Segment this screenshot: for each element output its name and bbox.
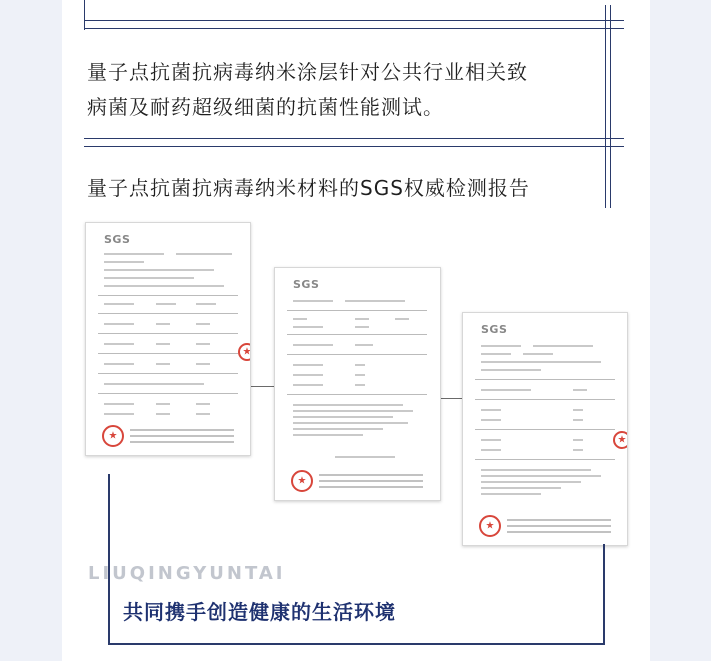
connector-line-1 <box>250 386 274 387</box>
frame-line-top-2 <box>84 28 624 29</box>
red-seal-icon <box>479 515 501 537</box>
test-description <box>87 55 597 125</box>
sgs-logo: SGS <box>481 323 508 336</box>
frame-line-top-1 <box>84 20 624 21</box>
sgs-logo: SGS <box>293 278 320 291</box>
sgs-logo: SGS <box>104 233 131 246</box>
frame-line-right-1 <box>605 5 606 208</box>
sgs-report-2 <box>274 267 441 501</box>
frame-line-right-2 <box>610 5 611 208</box>
frame-line-bottom <box>108 643 605 645</box>
brand-watermark: LIUQINGYUNTAI <box>88 563 286 584</box>
sgs-report-1 <box>85 222 251 456</box>
red-seal-icon <box>291 470 313 492</box>
slogan: 共同携手创造健康的生活环境 <box>123 600 396 624</box>
sgs-report-3 <box>462 312 628 546</box>
frame-line-mid-1 <box>84 138 624 139</box>
report-title: 量子点抗菌抗病毒纳米材料的SGS权威检测报告 <box>87 176 530 200</box>
connector-line-2 <box>440 398 462 399</box>
frame-line-mid-2 <box>84 146 624 147</box>
test-description-line-2: 病菌及耐药超级细菌的抗菌性能测试。 <box>87 95 444 119</box>
test-description-line-1: 量子点抗菌抗病毒纳米涂层针对公共行业相关致 <box>87 60 528 84</box>
frame-line-left-top <box>84 0 85 30</box>
red-seal-icon <box>102 425 124 447</box>
frame-line-right-bottom <box>603 544 605 645</box>
red-seal-icon <box>613 431 628 449</box>
frame-line-left-bottom <box>108 474 110 644</box>
red-seal-icon <box>238 343 251 361</box>
